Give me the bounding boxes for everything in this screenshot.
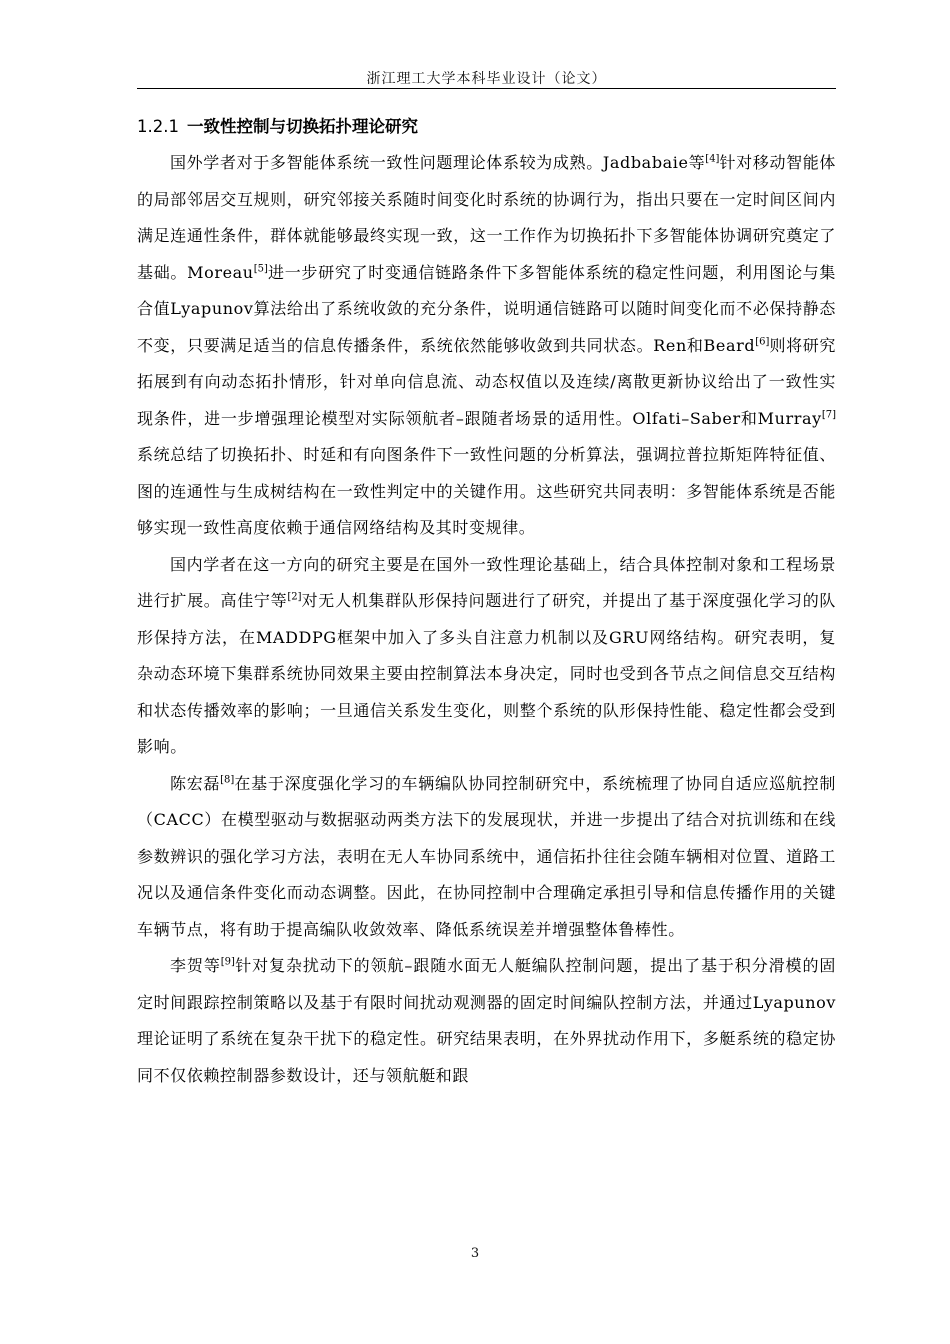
paragraph-text: 陈宏磊 [170,773,221,793]
citation-reference: [4] [705,153,720,165]
paragraph-text: 针对复杂扰动下的领航–跟随水面无人艇编队控制问题，提出了基于积分滑模的固定时间跟踪控制策略以及基于有限时间扰动观测器的固定时间编队控制方法，并通过Lyapunov理论证明了系统在复杂干扰下的稳定性。研究结果表明，在外界扰动作用下，多艇系统的稳定协同不仅依赖控制器参数设计，还与领航艇和跟 [137,956,836,1085]
page-number: 3 [470,1246,480,1261]
body-paragraph [137,145,836,547]
paragraph-text: 李贺等 [170,956,221,975]
citation-reference: [7] [821,409,836,421]
header-divider [137,88,836,89]
paragraph-text: 国内学者在这一方向的研究主要是在国外一致性理论基础上，结合具体控制对象和工程场景进行扩展。高佳宁等 [137,554,836,610]
document-body [137,112,836,1094]
paragraph-text: 在基于深度强化学习的车辆编队协同控制研究中，系统梳理了协同自适应巡航控制（CACC）在模型驱动与数据驱动两类方法下的发展现状，并进一步提出了结合对抗训练和在线参数辨识的强化学习方法，表明在无人车协同系统中，通信拓扑往往会随车辆相对位置、道路工况以及通信条件变化而动态调整。因此，在协同控制中合理确定承担引导和信息传播作用的关键车辆节点，将有助于提高编队收敛效率、降低系统误差并增强整体鲁棒性。 [137,773,836,939]
paragraphs [137,145,836,1094]
paragraph-text: 进一步研究了时变通信链路条件下多智能体系统的稳定性问题，利用图论与集合值Lyapunov算法给出了系统收敛的充分条件，说明通信链路可以随时间变化而不必保持静态不变，只要满足适当的信息传播条件，系统依然能够收敛到共同状态。Ren和Beard [137,262,836,355]
paragraph-text: 则将研究拓展到有向动态拓扑情形，针对单向信息流、动态权值以及连续/离散更新协议给出了一致性实现条件，进一步增强理论模型对实际领航者–跟随者场景的适用性。Olfati–Saber和Murray [137,335,837,428]
section-number: 1.2.1 [137,117,179,136]
citation-reference: [8] [220,774,235,786]
paragraph-text: 针对移动智能体的局部邻居交互规则，研究邻接关系随时间变化时系统的协调行为，指出只要在一定时间区间内满足连通性条件，群体就能够最终实现一致，这一工作作为切换拓扑下多智能体协调研究奠定了基础。Moreau [137,153,837,282]
body-paragraph [137,948,836,1094]
paragraph-text: 系统总结了切换拓扑、时延和有向图条件下一致性问题的分析算法，强调拉普拉斯矩阵特征值、图的连通性与生成树结构在一致性判定中的关键作用。这些研究共同表明：多智能体系统是否能够实现一致性高度依赖于通信网络结构及其时变规律。 [137,445,836,537]
citation-reference: [6] [755,336,770,348]
paragraph-text: 国外学者对于多智能体系统一致性问题理论体系较为成熟。Jadbabaie等 [170,153,706,172]
paragraph-text: 对无人机集群队形保持问题进行了研究，并提出了基于深度强化学习的队形保持方法，在MADDPG框架中加入了多头自注意力机制以及GRU网络结构。研究表明，复杂动态环境下集群系统协同效果主要由控制算法本身决定，同时也受到各节点之间信息交互结构和状态传播效率的影响；一旦通信关系发生变化，则整个系统的队形保持性能、稳定性都会受到影响。 [137,591,836,756]
citation-reference: [2] [287,591,302,603]
body-paragraph [137,547,836,766]
body-paragraph [137,766,836,949]
page-header: 浙江理工大学本科毕业设计（论文） [366,71,607,87]
section-heading [137,112,836,142]
citation-reference: [9] [220,956,235,968]
citation-reference: [5] [253,263,268,275]
section-title: 一致性控制与切换拓扑理论研究 [186,117,418,136]
